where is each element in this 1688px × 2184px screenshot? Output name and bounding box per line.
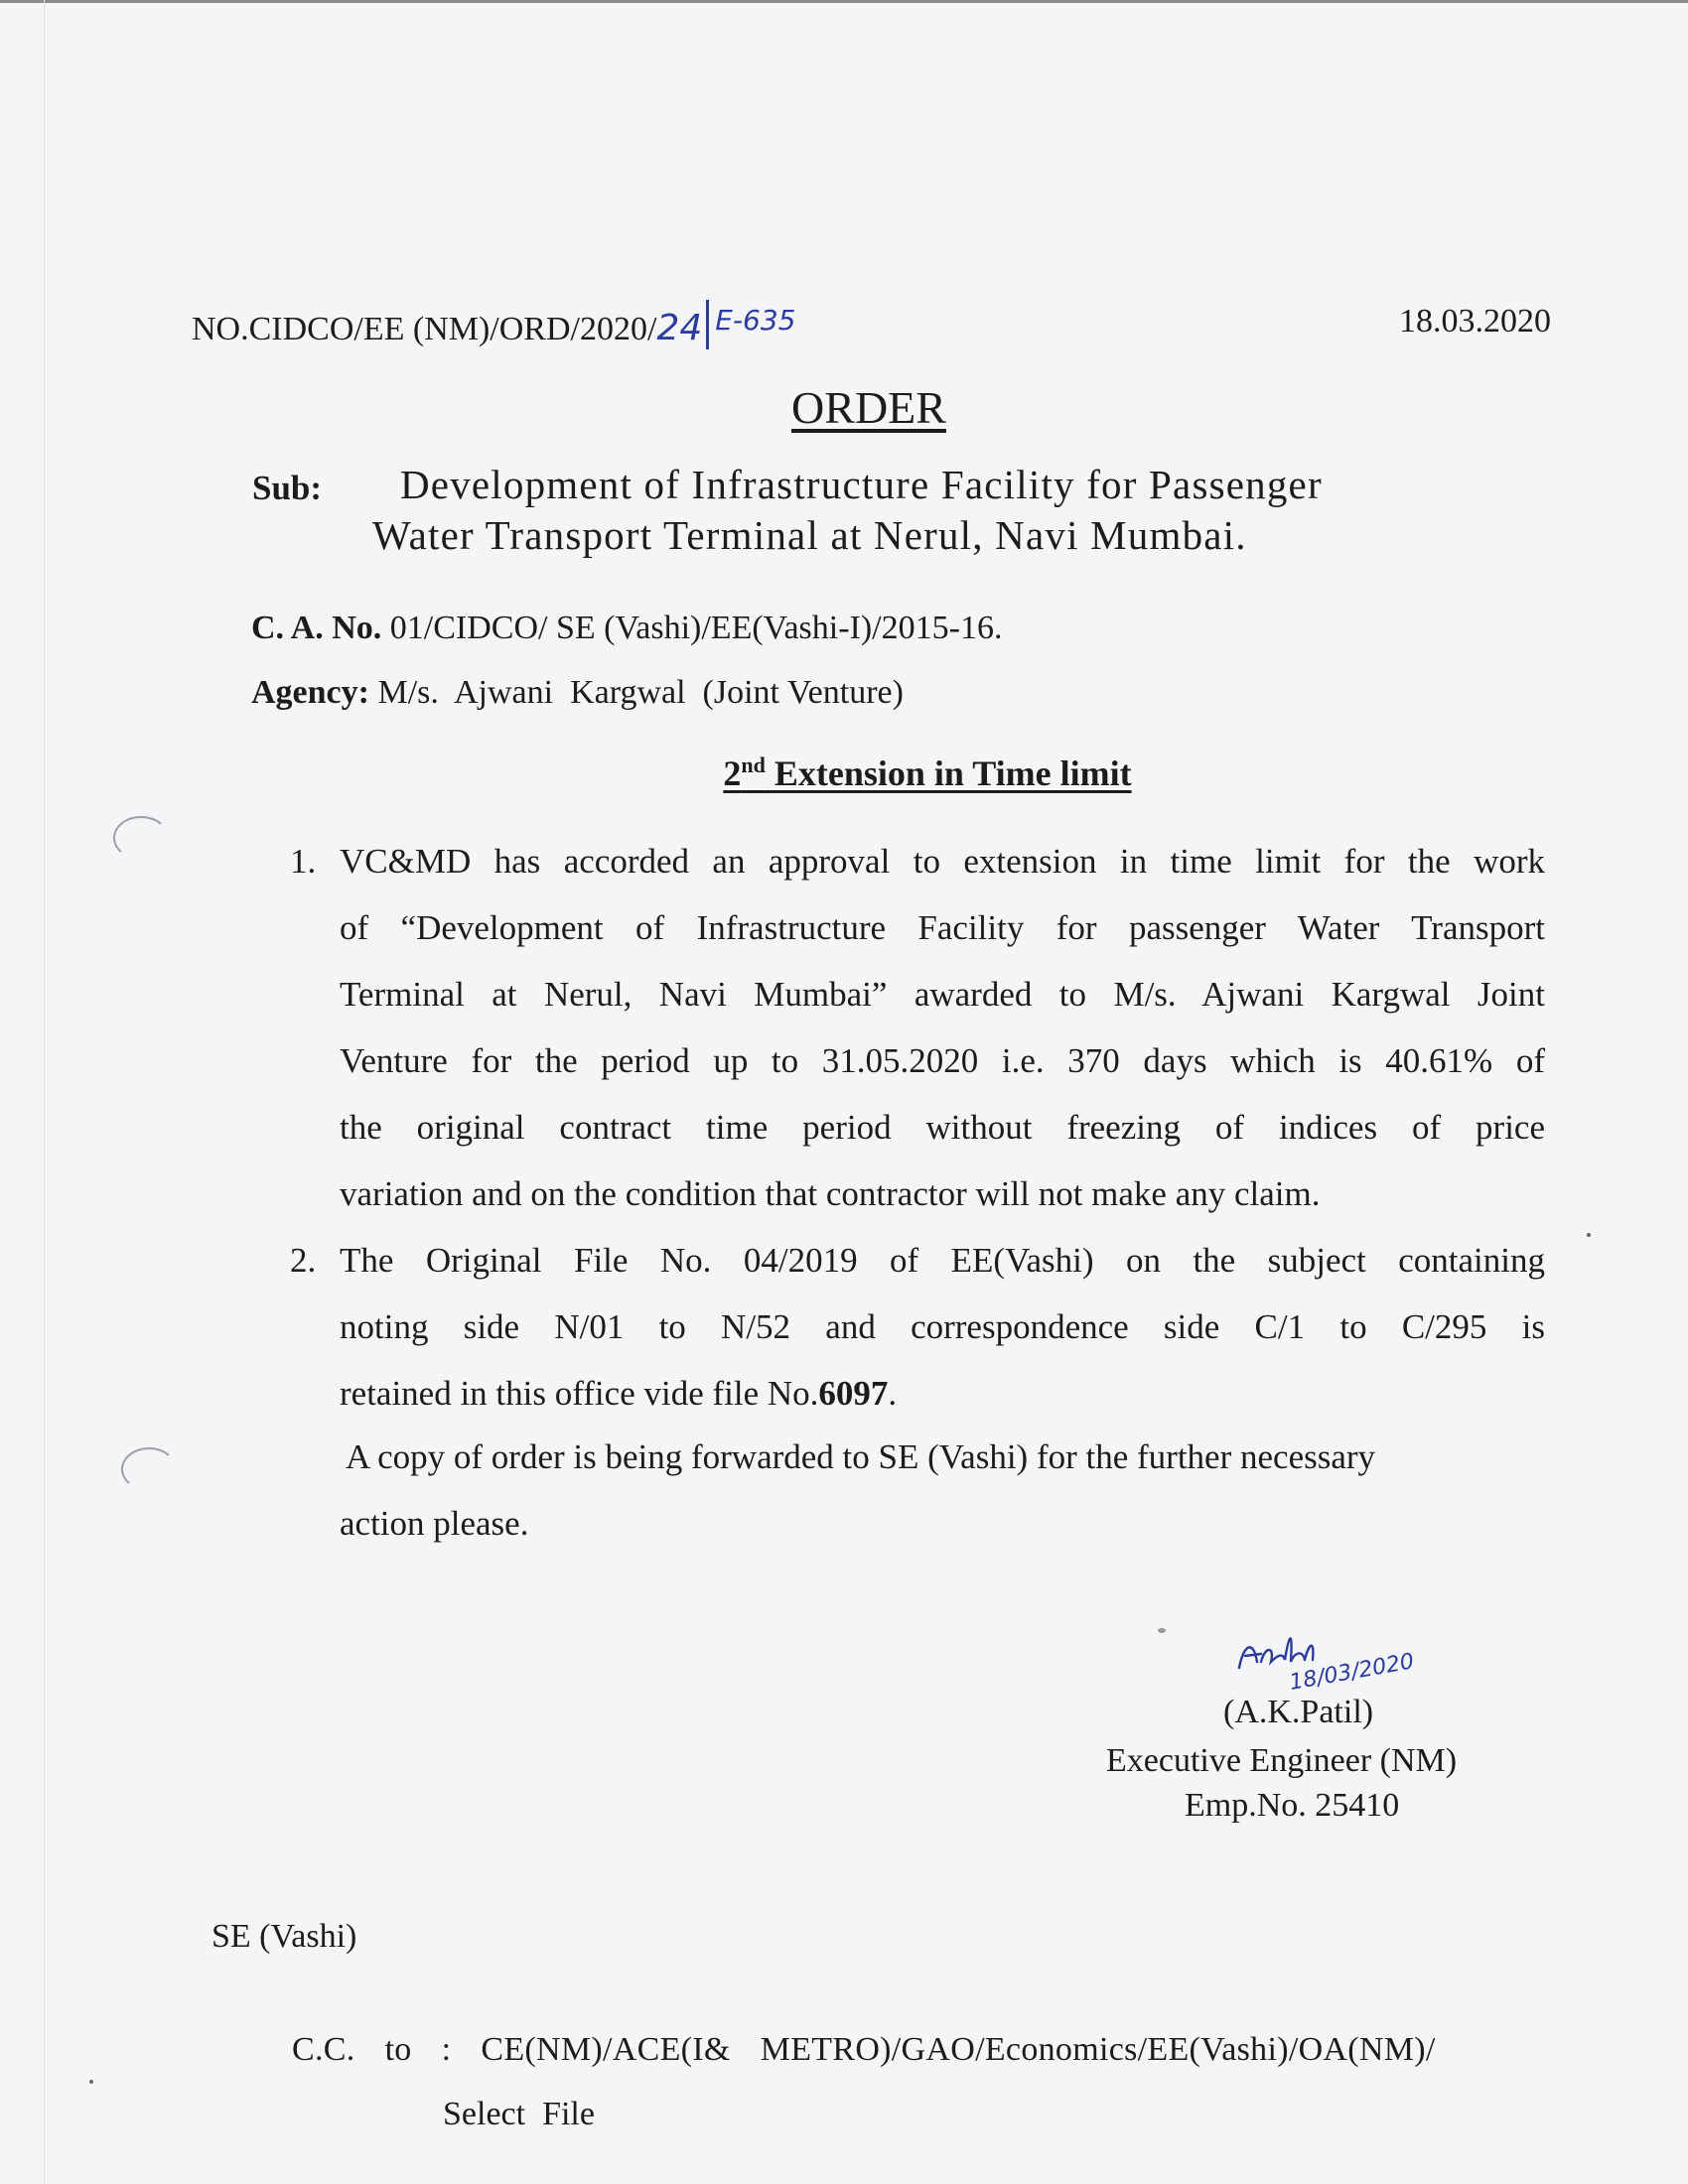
- reference-handwritten-code: E-635: [715, 304, 796, 337]
- heading-ordinal: 2: [723, 753, 742, 793]
- scan-left-edge: [44, 0, 45, 2184]
- item-2-line: The Original File No. 04/2019 of EE(Vashi) on the subject containing: [340, 1241, 1545, 1280]
- order-date: 18.03.2020: [1399, 303, 1551, 340]
- item-number: 2.: [290, 1241, 317, 1280]
- reference-handwritten: [656, 304, 796, 348]
- reference-printed: NO.CIDCO/EE (NM)/ORD/2020/: [192, 311, 657, 347]
- item-1-line: the original contract time period without freezing of indices of price: [340, 1108, 1545, 1147]
- cc-line-2: Select File: [443, 2096, 595, 2132]
- cc-to: to: [384, 2031, 412, 2068]
- punch-hole-mark: [113, 816, 169, 860]
- agency-label: Agency:: [251, 674, 369, 711]
- contract-agreement-number: [251, 610, 1002, 647]
- item-1-line: variation and on the condition that contractor will not make any claim.: [340, 1174, 1321, 1213]
- item-2-line: noting side N/01 to N/52 and correspondence side C/1 to C/295 is: [340, 1307, 1545, 1346]
- agency: [251, 674, 904, 712]
- scan-top-edge: [0, 0, 1688, 3]
- heading-text: Extension in Time limit: [765, 753, 1132, 793]
- punch-hole-mark: [121, 1447, 177, 1491]
- document-title: ORDER: [791, 382, 946, 433]
- signatory-name: (A.K.Patil): [1223, 1694, 1374, 1730]
- subject-line-2: Water Transport Terminal at Nerul, Navi Mumbai.: [372, 512, 1247, 558]
- cc-recipients-b: METRO)/GAO/Economics/EE(Vashi)/OA(NM)/: [760, 2031, 1436, 2068]
- cc-colon: :: [441, 2031, 452, 2068]
- reference-handwritten-number: 24: [656, 308, 703, 348]
- scan-speck: [1587, 1233, 1591, 1237]
- recipient: SE (Vashi): [211, 1918, 357, 1955]
- signatory-employee-number: Emp.No. 25410: [1185, 1787, 1400, 1824]
- item-1-line: Terminal at Nerul, Navi Mumbai” awarded to M/s. Ajwani Kargwal Joint: [340, 975, 1545, 1014]
- section-heading: [0, 752, 1688, 794]
- agency-value: M/s. Ajwani Kargwal (Joint Venture): [368, 674, 904, 711]
- ca-label: C. A. No.: [251, 610, 382, 646]
- scan-speck: [89, 2080, 93, 2084]
- forwarding-line-1: A copy of order is being forwarded to SE (Vashi) for the further necessary: [346, 1437, 1376, 1476]
- item-1-line: Venture for the period up to 31.05.2020 i.e. 370 days which is 40.61% of: [340, 1041, 1545, 1080]
- item-1-line: of “Development of Infrastructure Facility for passenger Water Transport: [340, 908, 1545, 947]
- signature-date: 18/03/2020: [1287, 1649, 1416, 1696]
- handwritten-signature: [1231, 1616, 1440, 1696]
- signatory-designation: Executive Engineer (NM): [1106, 1742, 1458, 1779]
- ca-value: 01/CIDCO/ SE (Vashi)/EE(Vashi-I)/2015-16.: [381, 610, 1003, 646]
- subject-label: Sub:: [252, 469, 323, 507]
- file-reference-period: .: [888, 1374, 898, 1413]
- cc-line-1: [292, 2031, 1436, 2069]
- file-number: 6097: [818, 1374, 889, 1413]
- file-reference-text: retained in this office vide file No.: [340, 1374, 819, 1413]
- subject-line-1: Development of Infrastructure Facility for Passenger: [400, 462, 1323, 507]
- handwritten-separator: [706, 300, 709, 349]
- item-number: 1.: [290, 842, 317, 881]
- cc-recipients-a: CE(NM)/ACE(I&: [481, 2031, 731, 2068]
- item-2-line: [340, 1374, 1545, 1414]
- heading-ordinal-suffix: nd: [741, 752, 766, 777]
- scan-speck: [1158, 1628, 1166, 1633]
- item-1-line: VC&MD has accorded an approval to extension in time limit for the work: [340, 842, 1545, 881]
- forwarding-line-2: action please.: [340, 1504, 529, 1543]
- cc-label: C.C.: [292, 2031, 355, 2068]
- reference-number: [192, 300, 796, 349]
